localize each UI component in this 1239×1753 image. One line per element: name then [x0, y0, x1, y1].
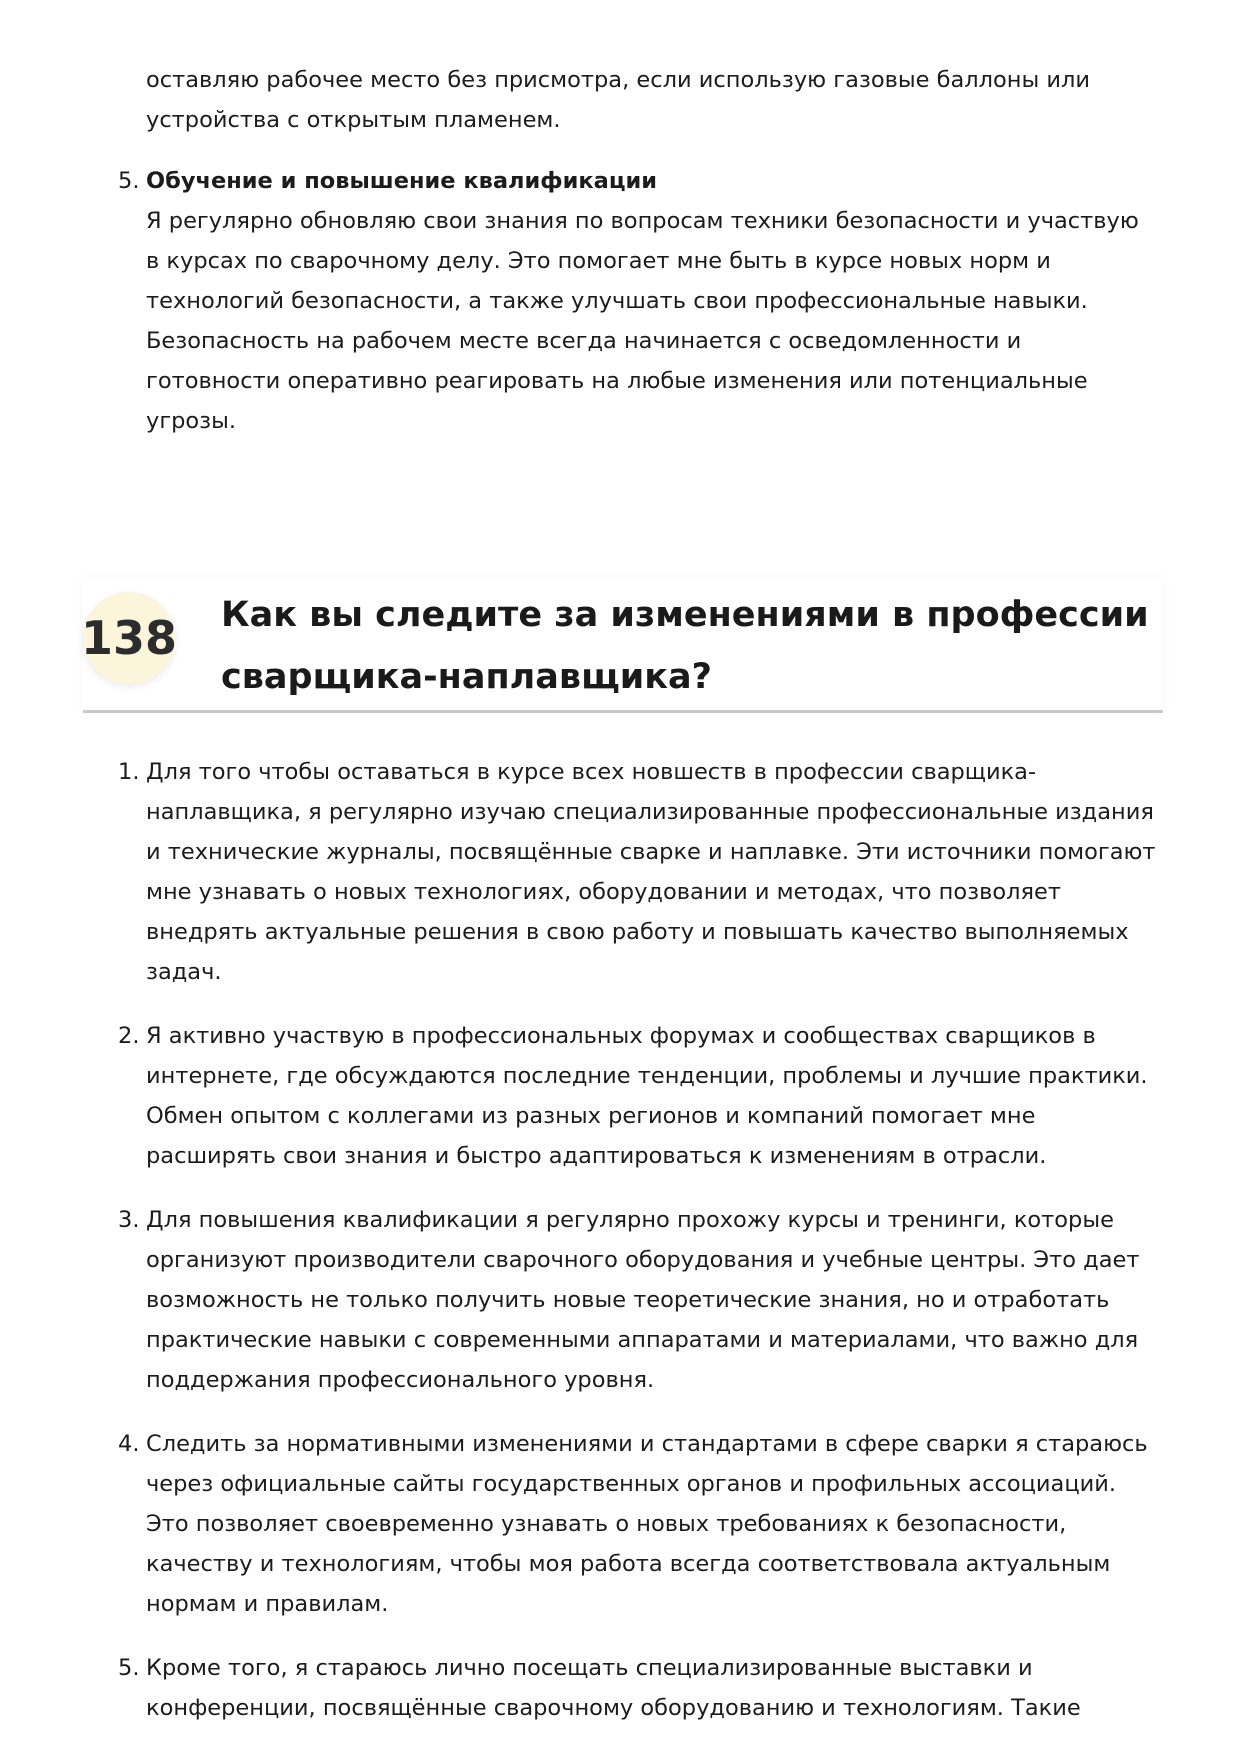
question-number-badge: 138	[83, 592, 175, 684]
list-item-number: 5.	[118, 168, 140, 194]
answer-number: 2.	[118, 1023, 140, 1049]
continued-paragraph: оставляю рабочее место без присмотра, если использую газовые баллоны или устройства с открытым пламенем.	[146, 67, 1091, 133]
answer-number: 3.	[118, 1207, 140, 1233]
answer-list	[118, 752, 1158, 1752]
answer-item	[118, 1016, 1158, 1176]
answer-text: Кроме того, я стараюсь лично посещать специализированные выставки и конференции, посвящённые сварочному оборудованию и технологиям. Такие	[146, 1655, 1081, 1721]
answer-number: 5.	[118, 1655, 140, 1681]
list-item	[118, 161, 1158, 441]
previous-list	[118, 161, 1158, 465]
answer-text: Я активно участвую в профессиональных форумах и сообществах сварщиков в интернете, где обсуждаются последние тенденции, проблемы и лучшие практики. Обмен опытом с коллегами из разных регионов и компаний помогает мне расширять свои знания и быстро адаптироваться к изменениям в отрасли.	[146, 1023, 1148, 1169]
answer-item	[118, 1424, 1158, 1624]
answer-text: Для того чтобы оставаться в курсе всех новшеств в профессии сварщика-наплавщика, я регулярно изучаю специализированные профессиональные издания и технические журналы, посвящённые сварке и наплавке. Эти источники помогают мне узнавать о новых технологиях, оборудовании и методах, что позволяет внедрять актуальные решения в свою работу и повышать качество выполняемых задач.	[146, 759, 1156, 985]
answer-number: 1.	[118, 759, 140, 785]
answer-item	[118, 1200, 1158, 1400]
answer-text: Для повышения квалификации я регулярно прохожу курсы и тренинги, которые организуют производители сварочного оборудования и учебные центры. Это дает возможность не только получить новые теоретические знания, но и отработать практические навыки с современными аппаратами и материалами, что важно для поддержания профессионального уровня.	[146, 1207, 1140, 1393]
answer-item	[118, 752, 1158, 992]
answer-item	[118, 1648, 1158, 1728]
answer-number: 4.	[118, 1431, 140, 1457]
list-item-title: Обучение и повышение квалификации	[146, 168, 658, 194]
question-header	[80, 578, 1163, 713]
answer-text: Следить за нормативными изменениями и стандартами в сфере сварки я стараюсь через официальные сайты государственных органов и профильных ассоциаций. Это позволяет своевременно узнавать о новых требованиях к безопасности, качеству и технологиям, чтобы моя работа всегда соответствовала актуальным нормам и правилам.	[146, 1431, 1148, 1617]
question-title: Как вы следите за изменениями в профессии сварщика-наплавщика?	[221, 595, 1149, 697]
list-item-text: Я регулярно обновляю свои знания по вопросам техники безопасности и участвую в курсах по сварочному делу. Это помогает мне быть в курсе новых норм и технологий безопасности, а также улучшать свои профессиональные навыки. Безопасность на рабочем месте всегда начинается с осведомленности и готовности оперативно реагировать на любые изменения или потенциальные угрозы.	[146, 208, 1139, 434]
